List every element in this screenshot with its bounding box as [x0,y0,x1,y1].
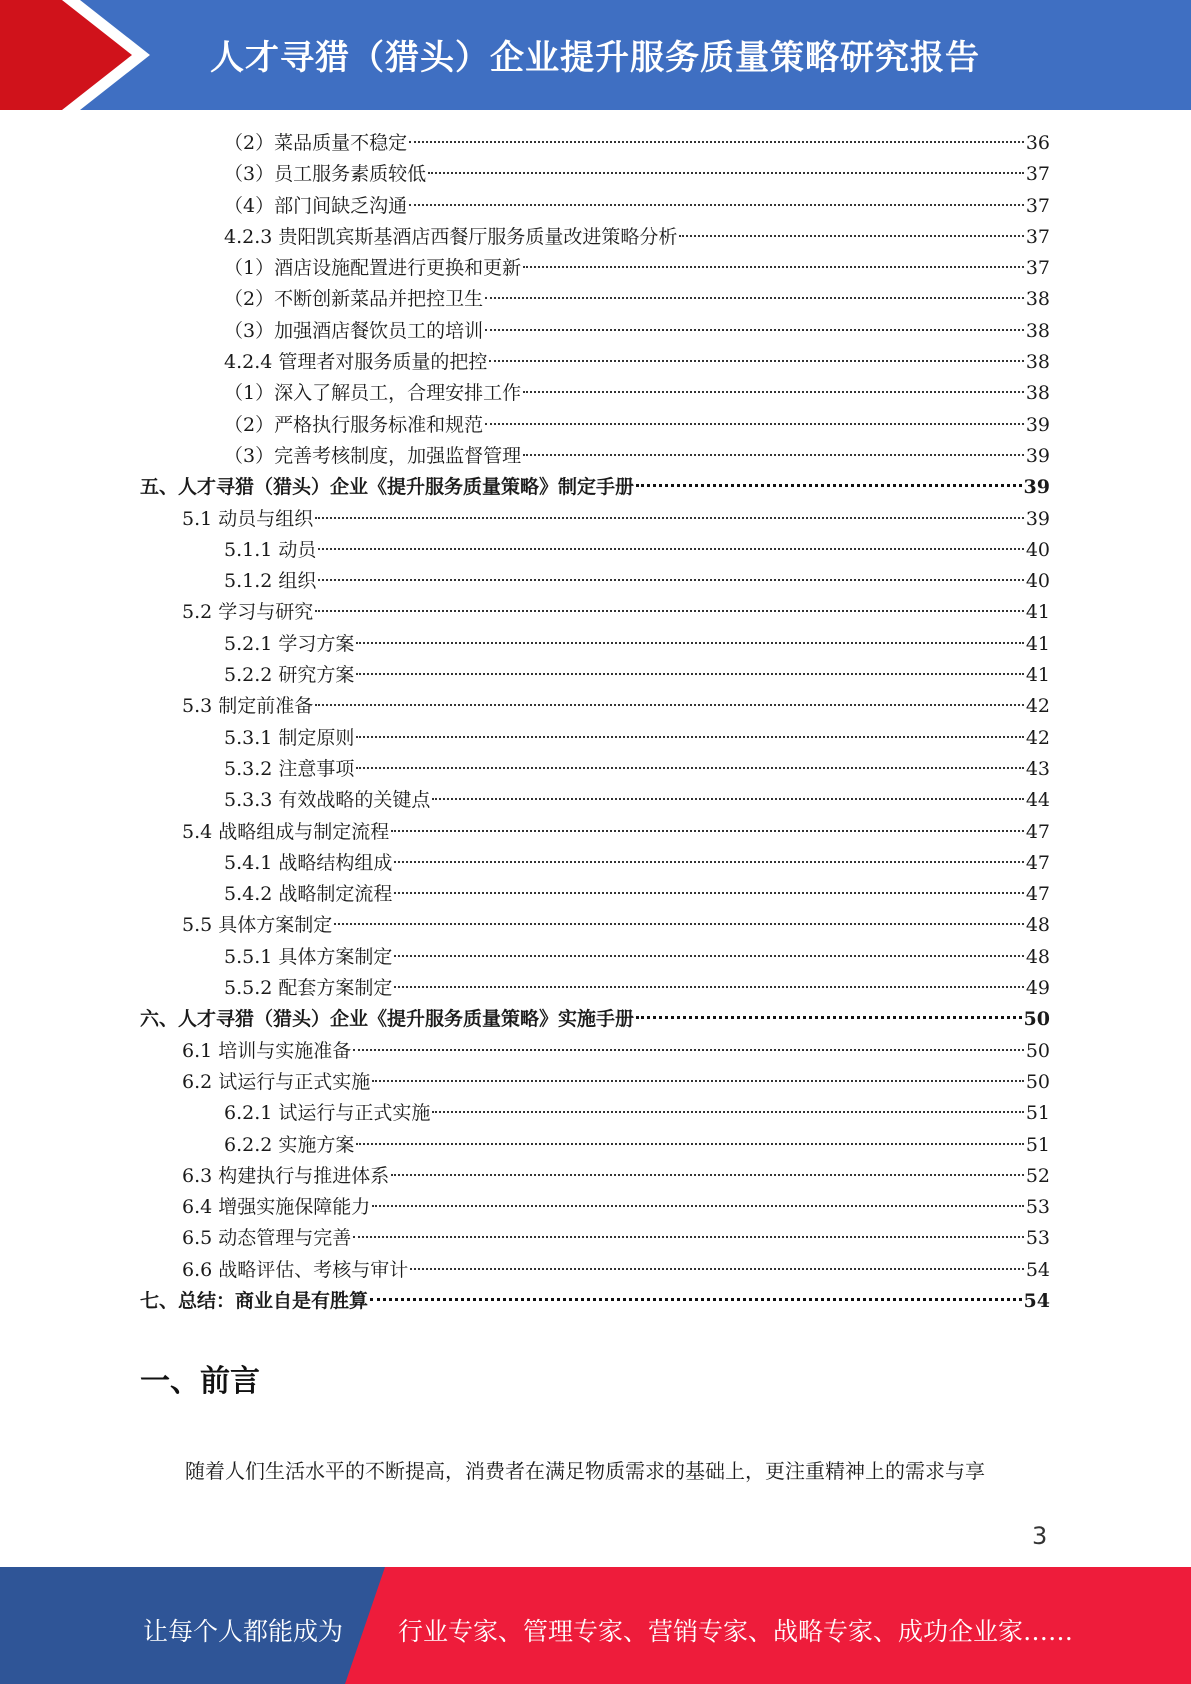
toc-entry[interactable] [140,284,1050,315]
toc-entry-label: （3）加强酒店餐饮员工的培训 [224,319,484,342]
toc-entry-label: 4.2.4 管理者对服务质量的把控 [224,351,488,374]
toc-dot-leader [318,579,1023,581]
toc-entry-page: 54 [1025,1258,1050,1281]
toc-entry[interactable] [140,1036,1050,1067]
toc-entry[interactable] [140,817,1050,848]
toc-entry[interactable] [140,629,1050,660]
toc-entry-page: 44 [1025,789,1050,812]
toc-entry-label: 5.2 学习与研究 [182,601,314,624]
toc-entry-page: 38 [1025,319,1050,342]
toc-dot-leader [523,454,1024,456]
toc-entry-label: 6.6 战略评估、考核与审计 [182,1258,409,1281]
toc-entry-page: 38 [1025,382,1050,405]
toc-entry[interactable] [140,910,1050,941]
body-paragraph: 随着人们生活水平的不断提高，消费者在满足物质需求的基础上，更注重精神上的需求与享 [185,1459,985,1483]
toc-entry-label: 6.3 构建执行与推进体系 [182,1164,390,1187]
page-footer [0,1567,1191,1684]
toc-dot-leader [636,1016,1022,1019]
toc-entry[interactable] [140,472,1050,503]
toc-dot-leader [489,360,1023,362]
toc-dot-leader [523,266,1024,268]
toc-entry[interactable] [140,159,1050,190]
toc-entry-page: 47 [1025,820,1050,843]
toc-dot-leader [409,204,1024,206]
toc-entry[interactable] [140,723,1050,754]
toc-entry[interactable] [140,378,1050,409]
table-of-contents [140,128,1050,1317]
toc-entry-page: 50 [1023,1008,1050,1031]
toc-entry[interactable] [140,1255,1050,1286]
toc-entry-page: 37 [1025,225,1050,248]
toc-entry-label: （1）深入了解员工，合理安排工作 [224,382,522,405]
toc-entry-label: 5.2.2 研究方案 [224,664,355,687]
toc-entry-page: 37 [1025,163,1050,186]
toc-dot-leader [394,986,1023,988]
toc-entry-page: 40 [1025,538,1050,561]
toc-dot-leader [391,830,1024,832]
toc-dot-leader [485,329,1024,331]
toc-entry[interactable] [140,441,1050,472]
toc-dot-leader [356,736,1023,738]
toc-entry-page: 53 [1025,1196,1050,1219]
toc-dot-leader [356,673,1023,675]
toc-entry-label: 5.5 具体方案制定 [182,914,333,937]
toc-dot-leader [353,1236,1024,1238]
toc-entry-label: 七、总结：商业自是有胜算 [140,1289,369,1312]
toc-dot-leader [394,955,1023,957]
toc-entry[interactable] [140,1098,1050,1129]
report-title: 人才寻猎（猎头）企业提升服务质量策略研究报告 [210,38,980,78]
toc-entry[interactable] [140,1067,1050,1098]
toc-dot-leader [356,1143,1023,1145]
page-header [0,0,1191,110]
toc-entry-label: 5.1 动员与组织 [182,507,314,530]
toc-entry-label: 5.3.2 注意事项 [224,757,355,780]
toc-entry-label: 5.1.1 动员 [224,538,317,561]
toc-dot-leader [409,141,1024,143]
toc-entry[interactable] [140,347,1050,378]
toc-entry-label: （2）菜品质量不稳定 [224,132,408,154]
toc-dot-leader [315,517,1024,519]
toc-dot-leader [428,172,1024,174]
toc-entry[interactable] [140,848,1050,879]
toc-entry[interactable] [140,1004,1050,1035]
toc-entry-page: 39 [1025,507,1050,530]
toc-dot-leader [370,1298,1022,1301]
toc-entry-label: 6.2.2 实施方案 [224,1133,355,1156]
toc-entry[interactable] [140,942,1050,973]
toc-entry-page: 38 [1025,288,1050,311]
toc-dot-leader [315,610,1024,612]
toc-entry-page: 51 [1025,1133,1050,1156]
toc-dot-leader [318,548,1023,550]
toc-dot-leader [353,1049,1024,1051]
toc-entry-page: 47 [1025,883,1050,906]
toc-entry-label: 5.4.2 战略制定流程 [224,883,393,906]
toc-entry-page: 43 [1025,757,1050,780]
toc-entry-label: 6.2.1 试运行与正式实施 [224,1102,431,1125]
toc-entry[interactable] [140,1192,1050,1223]
toc-entry[interactable] [140,253,1050,284]
toc-entry-label: 4.2.3 贵阳凯宾斯基酒店西餐厅服务质量改进策略分析 [224,225,678,248]
toc-entry-label: 5.2.1 学习方案 [224,632,355,655]
toc-dot-leader [356,767,1023,769]
toc-dot-leader [523,391,1024,393]
toc-entry[interactable] [140,1223,1050,1254]
toc-entry-label: （2）严格执行服务标准和规范 [224,413,484,436]
toc-entry[interactable] [140,222,1050,253]
toc-entry-page: 47 [1025,851,1050,874]
toc-entry-page: 37 [1025,257,1050,280]
toc-dot-leader [485,423,1024,425]
toc-entry[interactable] [140,1286,1050,1317]
toc-entry[interactable] [140,191,1050,222]
toc-entry-label: （2）不断创新菜品并把控卫生 [224,288,484,311]
toc-dot-leader [394,892,1023,894]
toc-entry[interactable] [140,879,1050,910]
toc-entry[interactable] [140,1130,1050,1161]
toc-entry[interactable] [140,785,1050,816]
toc-entry-page: 39 [1023,476,1050,499]
toc-entry-page: 42 [1025,695,1050,718]
toc-entry-label: 6.2 试运行与正式实施 [182,1070,371,1093]
toc-entry-label: 五、人才寻猎（猎头）企业《提升服务质量策略》制定手册 [140,476,635,499]
toc-entry[interactable] [140,754,1050,785]
toc-dot-leader [679,235,1023,237]
toc-entry-label: （4）部门间缺乏沟通 [224,194,408,217]
toc-entry-label: 6.1 培训与实施准备 [182,1039,352,1062]
toc-dot-leader [636,484,1022,487]
toc-dot-leader [372,1080,1024,1082]
toc-entry-label: （3）完善考核制度，加强监督管理 [224,444,522,467]
footer-slogan-left: 让每个人都能成为 [143,1617,344,1646]
toc-dot-leader [410,1268,1024,1270]
toc-dot-leader [315,704,1024,706]
toc-entry-label: 5.5.2 配套方案制定 [224,977,393,1000]
toc-entry-label: 六、人才寻猎（猎头）企业《提升服务质量策略》实施手册 [140,1008,635,1031]
toc-entry-page: 42 [1025,726,1050,749]
toc-entry-page: 39 [1025,444,1050,467]
toc-entry-label: 5.3 制定前准备 [182,695,314,718]
toc-entry-page: 53 [1025,1227,1050,1250]
toc-entry[interactable] [140,597,1050,628]
toc-dot-leader [432,798,1023,800]
toc-dot-leader [391,1174,1024,1176]
toc-dot-leader [334,923,1024,925]
toc-dot-leader [394,861,1023,863]
toc-entry[interactable] [140,691,1050,722]
toc-entry-page: 52 [1025,1164,1050,1187]
toc-entry-label: 5.4 战略组成与制定流程 [182,820,390,843]
toc-dot-leader [432,1111,1023,1113]
toc-entry-page: 37 [1025,194,1050,217]
toc-entry-label: 5.3.1 制定原则 [224,726,355,749]
toc-entry-page: 54 [1023,1289,1050,1312]
footer-slogan-right: 行业专家、管理专家、营销专家、战略专家、成功企业家…… [398,1617,1074,1646]
toc-dot-leader [485,297,1024,299]
toc-entry[interactable] [140,973,1050,1004]
toc-entry-page: 51 [1025,1102,1050,1125]
toc-entry-label: 6.5 动态管理与完善 [182,1227,352,1250]
toc-entry-label: （3）员工服务素质较低 [224,163,427,186]
toc-entry[interactable] [140,410,1050,441]
toc-entry-label: 5.4.1 战略结构组成 [224,851,393,874]
toc-entry[interactable] [140,535,1050,566]
toc-entry-label: 5.3.3 有效战略的关键点 [224,789,431,812]
toc-entry-page: 41 [1025,601,1050,624]
section-heading: 一、前言 [140,1364,260,1399]
toc-entry[interactable] [140,316,1050,347]
toc-entry-page: 38 [1025,351,1050,374]
toc-entry-page: 41 [1025,664,1050,687]
toc-entry[interactable] [140,566,1050,597]
toc-entry-label: （1）酒店设施配置进行更换和更新 [224,257,522,280]
toc-entry-page: 39 [1025,413,1050,436]
page-number: 3 [1032,1522,1048,1550]
toc-entry-label: 5.1.2 组织 [224,570,317,593]
toc-entry[interactable] [140,504,1050,535]
toc-dot-leader [372,1205,1024,1207]
toc-entry[interactable] [140,1161,1050,1192]
toc-entry[interactable] [140,660,1050,691]
toc-entry-page: 48 [1025,945,1050,968]
toc-dot-leader [356,642,1023,644]
toc-entry-page: 49 [1025,977,1050,1000]
toc-entry[interactable] [140,128,1050,159]
toc-entry-page: 36 [1025,132,1050,154]
toc-entry-page: 50 [1025,1070,1050,1093]
toc-entry-page: 48 [1025,914,1050,937]
toc-entry-page: 40 [1025,570,1050,593]
toc-entry-label: 6.4 增强实施保障能力 [182,1196,371,1219]
toc-entry-label: 5.5.1 具体方案制定 [224,945,393,968]
toc-entry-page: 41 [1025,632,1050,655]
toc-entry-page: 50 [1025,1039,1050,1062]
